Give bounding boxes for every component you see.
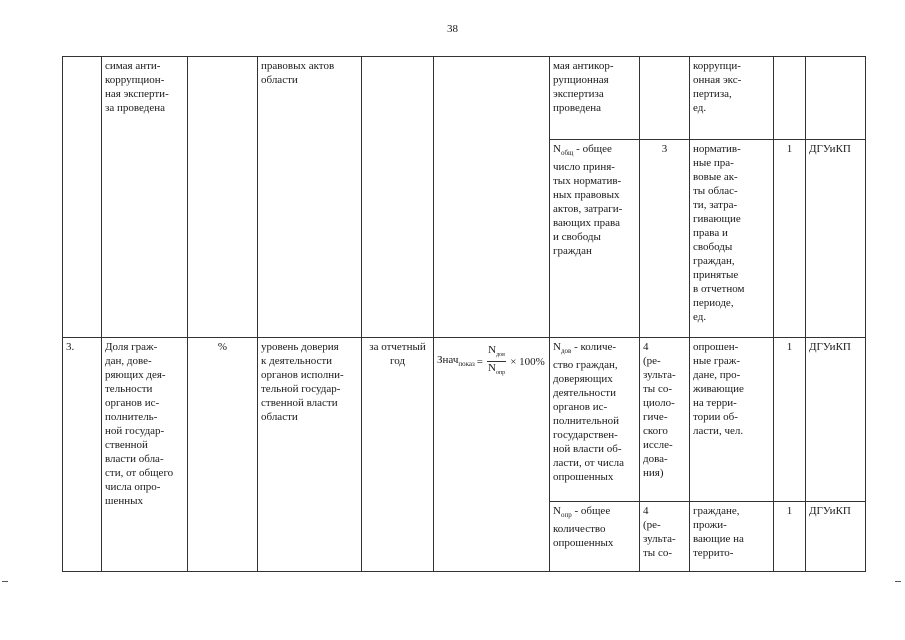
variable-symbol: N	[553, 341, 561, 353]
cell-period	[362, 57, 434, 338]
variable-symbol: N	[553, 505, 561, 517]
cell-method: 4 (ре- зульта- ты со-	[640, 502, 690, 572]
cell-formula	[434, 57, 550, 338]
cell-method: 4 (ре- зульта- ты со- циоло- гиче- ского иссле- дова- ния)	[640, 338, 690, 502]
formula	[437, 340, 546, 379]
variable-subscript: дов	[560, 347, 572, 356]
cell-responsible: ДГУиКП	[806, 140, 866, 338]
page-number: 38	[447, 23, 458, 35]
variable-text: общее число приня- тых норматив- ных правовых актов, затраги- вающих права и свободы граждан	[553, 143, 623, 258]
cell-indicator-name: Доля граж- дан, дове- ряющих дея- тельности органов ис- полнитель- ной государ- ственной власти обла- сти, от общего числа опро- шенных	[102, 338, 188, 572]
variable-symbol: N	[553, 143, 561, 155]
cell-variable-unit: опрошен- ные граж- дане, про- живающие на терри- тории об- ласти, чел.	[690, 338, 774, 502]
cell-indicator-name: симая анти- коррупцион- ная эксперти- за проведена	[102, 57, 188, 338]
cell-period: за отчетный год	[362, 338, 434, 572]
variable-text: - общее количество опрошенных	[553, 505, 614, 550]
cell-variable-description: мая антикор- рупционная экспертиза проведена	[550, 57, 640, 140]
margin-mark-left	[2, 581, 8, 582]
variable-subscript: опр	[560, 511, 572, 520]
variable-text: - количе- ство граждан, доверяющих деятельности органов ис- полнительной государствен- ной власти об- ласти, от числа опрошенных	[553, 341, 625, 484]
formula-multiplier: × 100%	[510, 355, 545, 368]
formula-fraction	[487, 344, 506, 379]
cell-method	[640, 57, 690, 140]
indicators-table	[62, 56, 866, 572]
cell-number: 3.	[63, 338, 102, 572]
formula-equals: =	[476, 355, 484, 368]
cell-variable-description	[550, 502, 640, 572]
table-row	[63, 57, 866, 140]
cell-frequency: 1	[774, 502, 806, 572]
cell-variable-unit: граждане, прожи- вающие на террито-	[690, 502, 774, 572]
cell-unit	[188, 57, 258, 338]
cell-frequency: 1	[774, 140, 806, 338]
cell-formula	[434, 338, 550, 572]
table-row	[63, 338, 866, 502]
variable-subscript: общ	[560, 149, 574, 158]
cell-method: 3	[640, 140, 690, 338]
margin-mark-right	[895, 581, 901, 582]
cell-variable-unit: коррупци- онная экс- пертиза, ед.	[690, 57, 774, 140]
cell-responsible: ДГУиКП	[806, 338, 866, 502]
formula-lhs: Знач$_{показ}$	[437, 353, 475, 368]
cell-unit: %	[188, 338, 258, 572]
cell-responsible	[806, 57, 866, 140]
cell-frequency: 1	[774, 338, 806, 502]
formula-numerator: $N_{дов}$	[487, 344, 506, 362]
cell-variable-unit: норматив- ные пра- вовые ак- ты облас- ти, затра- гивающие права и свободы граждан, принятые в отчетном периоде, ед.	[690, 140, 774, 338]
cell-variable-description	[550, 338, 640, 502]
cell-variable-description: $N_{общ}$ - общее число приня- тых норматив- ных правовых актов, затраги- вающих права и свободы граждан	[550, 140, 640, 338]
formula-denominator: $N_{опр}$	[488, 362, 506, 377]
cell-number	[63, 57, 102, 338]
cell-base-indicator: уровень доверия к деятельности органов исполни- тельной государ- ственной власти области	[258, 338, 362, 572]
cell-responsible: ДГУиКП	[806, 502, 866, 572]
cell-frequency	[774, 57, 806, 140]
cell-base-indicator: правовых актов области	[258, 57, 362, 338]
